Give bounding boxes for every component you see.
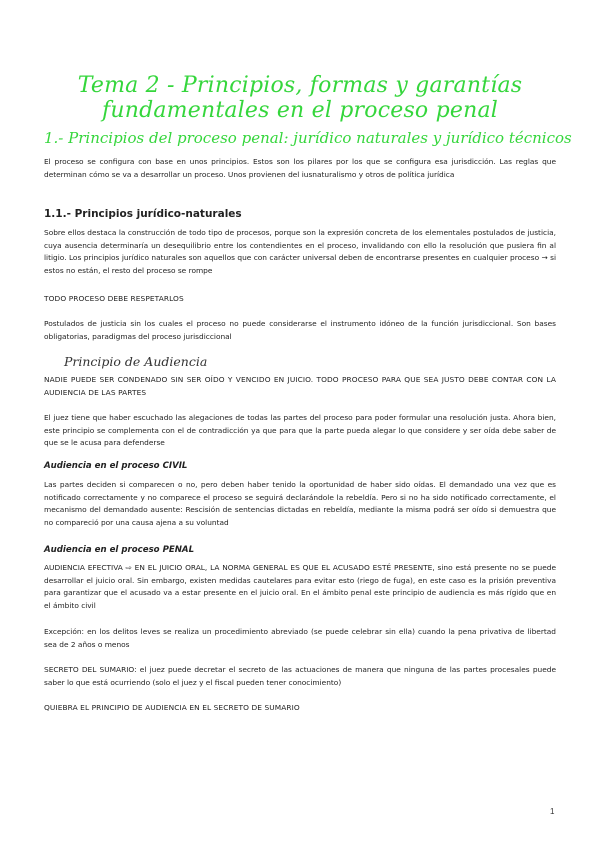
- section-1-intro: El proceso se configura con base en unos principios. Estos son los pilares por los que se configura esa jurisdicción. Las reglas que determinan cómo se va a desarrollar un proceso. Unos provienen del iusnaturalismo y otros de política jurídica: [44, 157, 556, 179]
- audiencia-civil-paragraph: Las partes deciden si comparecen o no, pero deben haber tenido la oportunidad de haber sido oídas. El demandado una vez que es notificado correctamente y no comparece el proceso se seguirá declarándole la rebeldía. Pero si no ha sido notificado correctamente, el mecanismo del demandado ausente: Rescisión de sentencias dictadas en rebeldía, mediante la misma podrá ser oído si demuestra que no compareció por una causa ajena a su voluntad: [44, 480, 556, 527]
- document-title: Tema 2 - Principios, formas y garantías fundamentales en el proceso penal: [77, 73, 523, 123]
- section-1-1-heading: 1.1.- Principios jurídico-naturales: [44, 208, 242, 220]
- principio-audiencia-heading: Principio de Audiencia: [64, 354, 208, 369]
- secreto-sumario-paragraph: SECRETO DEL SUMARIO: el juez puede decretar el secreto de las actuaciones de manera que ninguna de las partes procesales puede saber lo que está ocurriendo (solo el juez y el fiscal pueden tener conocimiento): [44, 665, 556, 687]
- audiencia-civil-heading: Audiencia en el proceso CIVIL: [44, 461, 188, 471]
- page-number: 1: [550, 807, 555, 816]
- audiencia-penal-paragraph-1: AUDIENCIA EFECTIVA ⇨ EN EL JUICIO ORAL, LA NORMA GENERAL ES QUE EL ACUSADO ESTÉ PRESENTE, sino está presente no se puede desarrollar el juicio oral. Sin embargo, existen medidas cautelares para evitar esto (riego de fuga), en este caso es la prisión preventiva para garantizar que el acusado va a estar presente en el juicio oral. En el ámbito penal este principio de audiencia es más rígido que en el ámbito civil: [44, 563, 556, 610]
- section-1-1-emphasis: TODO PROCESO DEBE RESPETARLOS: [44, 294, 184, 303]
- audiencia-penal-exception: Excepción: en los delitos leves se realiza un procedimiento abreviado (se puede celebrar sin ella) cuando la pena privativa de libertad sea de 2 años o menos: [44, 627, 556, 649]
- section-1-heading: 1.- Principios del proceso penal: jurídico naturales y jurídico técnicos: [44, 129, 572, 147]
- section-1-1-paragraph-3: Postulados de justicia sin los cuales el proceso no puede considerarse el instrumento idóneo de la función jurisdiccional. Son bases obligatorias, paradigmas del proceso jurisdiccional: [44, 319, 556, 341]
- audiencia-paragraph: El juez tiene que haber escuchado las alegaciones de todas las partes del proceso para poder formular una resolución justa. Ahora bien, este principio se complementa con el de contradicción ya que para que la parte pueda alegar lo que considere y ser oída debe saber de que se le acusa para defenderse: [44, 413, 556, 448]
- audiencia-statement: NADIE PUEDE SER CONDENADO SIN SER OÍDO Y VENCIDO EN JUICIO. TODO PROCESO PARA QUE SEA JUSTO DEBE CONTAR CON LA AUDIENCIA DE LAS PARTES: [44, 375, 556, 397]
- audiencia-penal-heading: Audiencia en el proceso PENAL: [44, 545, 195, 555]
- section-1-1-paragraph-1: Sobre ellos destaca la construcción de todo tipo de procesos, porque son la expresión concreta de los elementales postulados de justicia, cuya ausencia determinaría un desequilibrio entre los contendientes en el proceso, invalidando con ello la resolución que pusiera fin al litigio. Los principios jurídico naturales son aquellos que con carácter universal deben de encontrarse presentes en cualquier proceso → si estos no están, el resto del proceso se rompe: [44, 228, 556, 275]
- secreto-sumario-emphasis: QUIEBRA EL PRINCIPIO DE AUDIENCIA EN EL SECRETO DE SUMARIO: [44, 703, 300, 712]
